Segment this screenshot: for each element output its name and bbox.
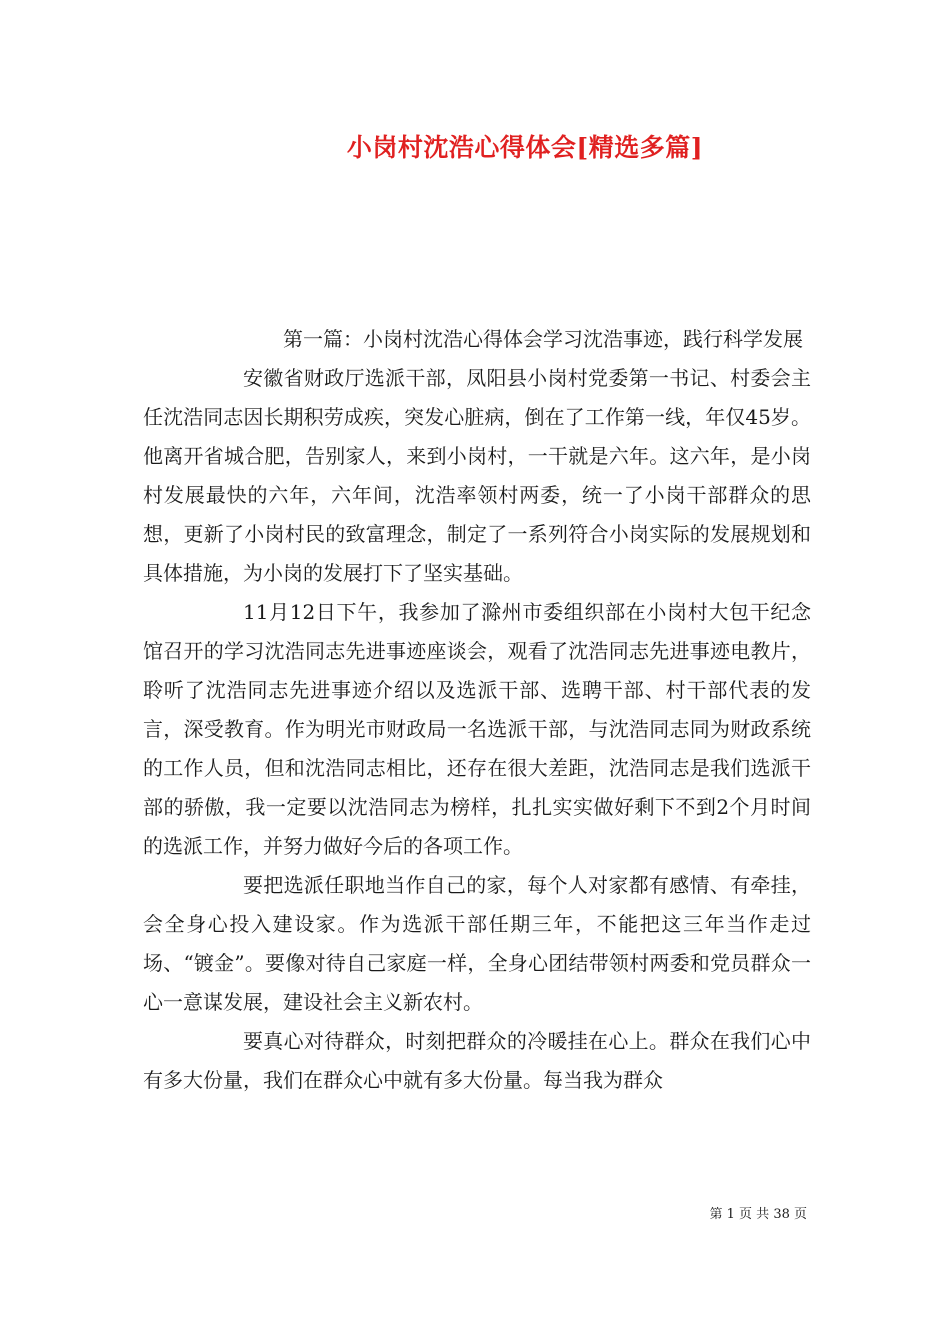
paragraph: 安徽省财政厅选派干部，凤阳县小岗村党委第一书记、村委会主任沈浩同志因长期积劳成疾，突发心脏病，倒在了工作第一线，年仅45岁。他离开省城合肥，告别家人，来到小岗村，一干就是六年。这六年，是小岗村发展最快的六年，六年间，沈浩率领村两委，统一了小岗干部群众的思想，更新了小岗村民的致富理念，制定了一系列符合小岗实际的发展规划和具体措施，为小岗的发展打下了坚实基础。	[143, 366, 811, 585]
section-heading: 第一篇：小岗村沈浩心得体会学习沈浩事迹，践行科学发展	[283, 327, 803, 351]
page-number-footer: 第 1 页 共 38 页	[709, 1207, 807, 1222]
paragraph: 要把选派任职地当作自己的家，每个人对家都有感情、有牵挂，会全身心投入建设家。作为选派干部任期三年，不能把这三年当作走过场、“镀金”。要像对待自己家庭一样，全身心团结带领村两委和党员群众一心一意谋发展，建设社会主义新农村。	[143, 873, 811, 1014]
paragraph: 要真心对待群众，时刻把群众的冷暖挂在心上。群众在我们心中有多大份量，我们在群众心中就有多大份量。每当我为群众	[143, 1029, 811, 1092]
paragraph: 11月12日下午，我参加了滁州市委组织部在小岗村大包干纪念馆召开的学习沈浩同志先进事迹座谈会，观看了沈浩同志先进事迹电教片，聆听了沈浩同志先进事迹介绍以及选派干部、选聘干部、村干部代表的发言，深受教育。作为明光市财政局一名选派干部，与沈浩同志同为财政系统的工作人员，但和沈浩同志相比，还存在很大差距，沈浩同志是我们选派干部的骄傲，我一定要以沈浩同志为榜样，扎扎实实做好剩下不到2个月时间的选派工作，并努力做好今后的各项工作。	[143, 600, 811, 858]
document-title: 小岗村沈浩心得体会[精选多篇]	[346, 133, 704, 162]
document-body	[143, 320, 811, 1100]
